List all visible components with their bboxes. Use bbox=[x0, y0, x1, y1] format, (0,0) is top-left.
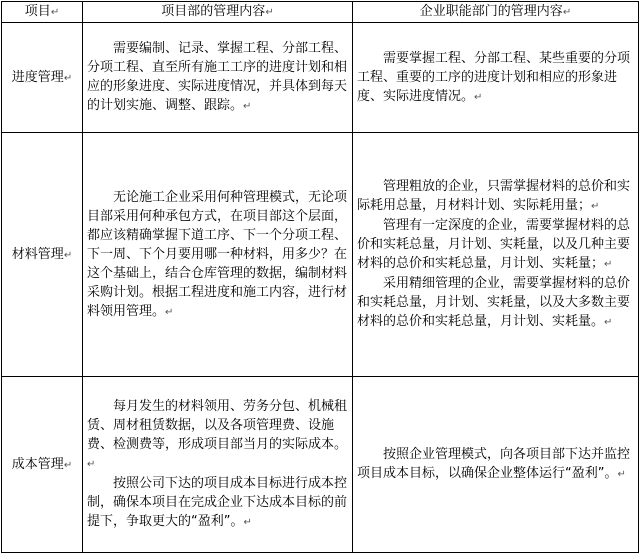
paragraph-text: 按照公司下达的项目成本目标进行成本控制，确保本项目在完成企业下达成本目标的前提下，争取更大的“盈利”。 bbox=[87, 476, 348, 529]
paragraph-mark-icon: ↵ bbox=[50, 7, 60, 18]
header-item-text: 项目 bbox=[24, 4, 51, 19]
paragraph-mark-icon: ↵ bbox=[63, 249, 73, 261]
paragraph bbox=[87, 39, 348, 116]
paragraph-text: 需要编制、记录、掌握工程、分部工程、分项工程、直至所有施工工序的进度计划和相应的形象进度、实际进度情况，并具体到每天的计划实施、调整、跟踪。 bbox=[87, 41, 348, 113]
paragraph bbox=[357, 49, 635, 107]
row-label-text: 材料管理 bbox=[11, 246, 64, 262]
header-enterprise-text: 企业职能部门的管理内容 bbox=[419, 4, 563, 19]
table-header-row bbox=[2, 2, 639, 23]
paragraph bbox=[357, 216, 635, 274]
paragraph-mark-icon: ↵ bbox=[562, 7, 572, 18]
project-content-progress bbox=[83, 23, 353, 133]
paragraph-mark-icon: ↵ bbox=[474, 91, 483, 103]
project-content-material bbox=[83, 133, 353, 377]
row-label-cost bbox=[2, 377, 83, 553]
paragraph-text: 需要掌握工程、分部工程、某些重要的分项工程、重要的工序的进度计划和相应的形象进度、实际进度情况。 bbox=[357, 50, 631, 104]
paragraph-mark-icon: ↵ bbox=[87, 459, 96, 470]
paragraph-mark-icon: ↵ bbox=[243, 517, 252, 528]
paragraph-mark-icon: ↵ bbox=[63, 459, 73, 471]
header-item bbox=[2, 2, 83, 23]
header-project-text: 项目部的管理内容 bbox=[161, 4, 266, 19]
row-label-text: 进度管理 bbox=[11, 69, 64, 85]
paragraph-mark-icon: ↵ bbox=[604, 317, 613, 328]
paragraph-text: 每月发生的材料领用、劳务分包、机械租赁、周材租赁数据，以及各项管理费、设施费、检测费等，形成项目部当月的实际成本。 bbox=[87, 399, 348, 452]
paragraph-mark-icon: ↵ bbox=[591, 201, 600, 212]
paragraph bbox=[357, 177, 635, 216]
row-label-text: 成本管理 bbox=[11, 456, 64, 472]
paragraph bbox=[357, 274, 635, 332]
enterprise-content-progress bbox=[353, 23, 639, 133]
paragraph-mark-icon: ↵ bbox=[617, 469, 626, 480]
row-label-progress bbox=[2, 23, 83, 133]
table-row-progress bbox=[2, 23, 639, 133]
header-project-content bbox=[83, 2, 353, 23]
paragraph-mark-icon: ↵ bbox=[265, 7, 274, 18]
table-row-cost bbox=[2, 377, 639, 553]
paragraph-text: 按照企业管理模式，向各项目部下达并监控项目成本目标，以确保企业整体运行“盈利”。 bbox=[357, 447, 631, 481]
paragraph bbox=[87, 474, 348, 532]
management-content-table bbox=[1, 1, 639, 553]
enterprise-content-material bbox=[353, 133, 639, 377]
paragraph bbox=[87, 397, 348, 474]
paragraph-mark-icon: ↵ bbox=[165, 306, 174, 318]
paragraph bbox=[357, 445, 635, 484]
paragraph-text: 无论施工企业采用何种管理模式，无论项目部采用何种承包方式，在项目部这个层面，都应该精确掌握下道工序、下一个分项工程、下一周、下个月要用哪一种材料，用多少？在这个基础上，结合仓库管理的数据，编制材料采购计划。根据工程进度和施工内容，进行材料领用管理。 bbox=[87, 189, 348, 319]
paragraph bbox=[87, 188, 348, 322]
project-content-cost bbox=[83, 377, 353, 553]
paragraph-text: 采用精细管理的企业，需要掌握材料的总价和实耗总量，月计划、实耗量，以及大多数主要材料的总价和实耗总量，月计划、实耗量。 bbox=[357, 276, 631, 329]
paragraph-mark-icon: ↵ bbox=[604, 259, 613, 270]
paragraph-text: 管理有一定深度的企业，需要掌握材料的总价和实耗总量，月计划、实耗量，以及几种主要材料的总价和实耗总量，月计划、实耗量； bbox=[357, 218, 631, 271]
header-enterprise-content bbox=[353, 2, 639, 23]
enterprise-content-cost bbox=[353, 377, 639, 553]
table-row-material bbox=[2, 133, 639, 377]
paragraph-text: 管理粗放的企业，只需掌握材料的总价和实际耗用总量，月材料计划、实际耗用量； bbox=[357, 179, 631, 213]
paragraph-mark-icon: ↵ bbox=[243, 101, 252, 112]
row-label-material bbox=[2, 133, 83, 377]
paragraph-mark-icon: ↵ bbox=[63, 72, 73, 84]
